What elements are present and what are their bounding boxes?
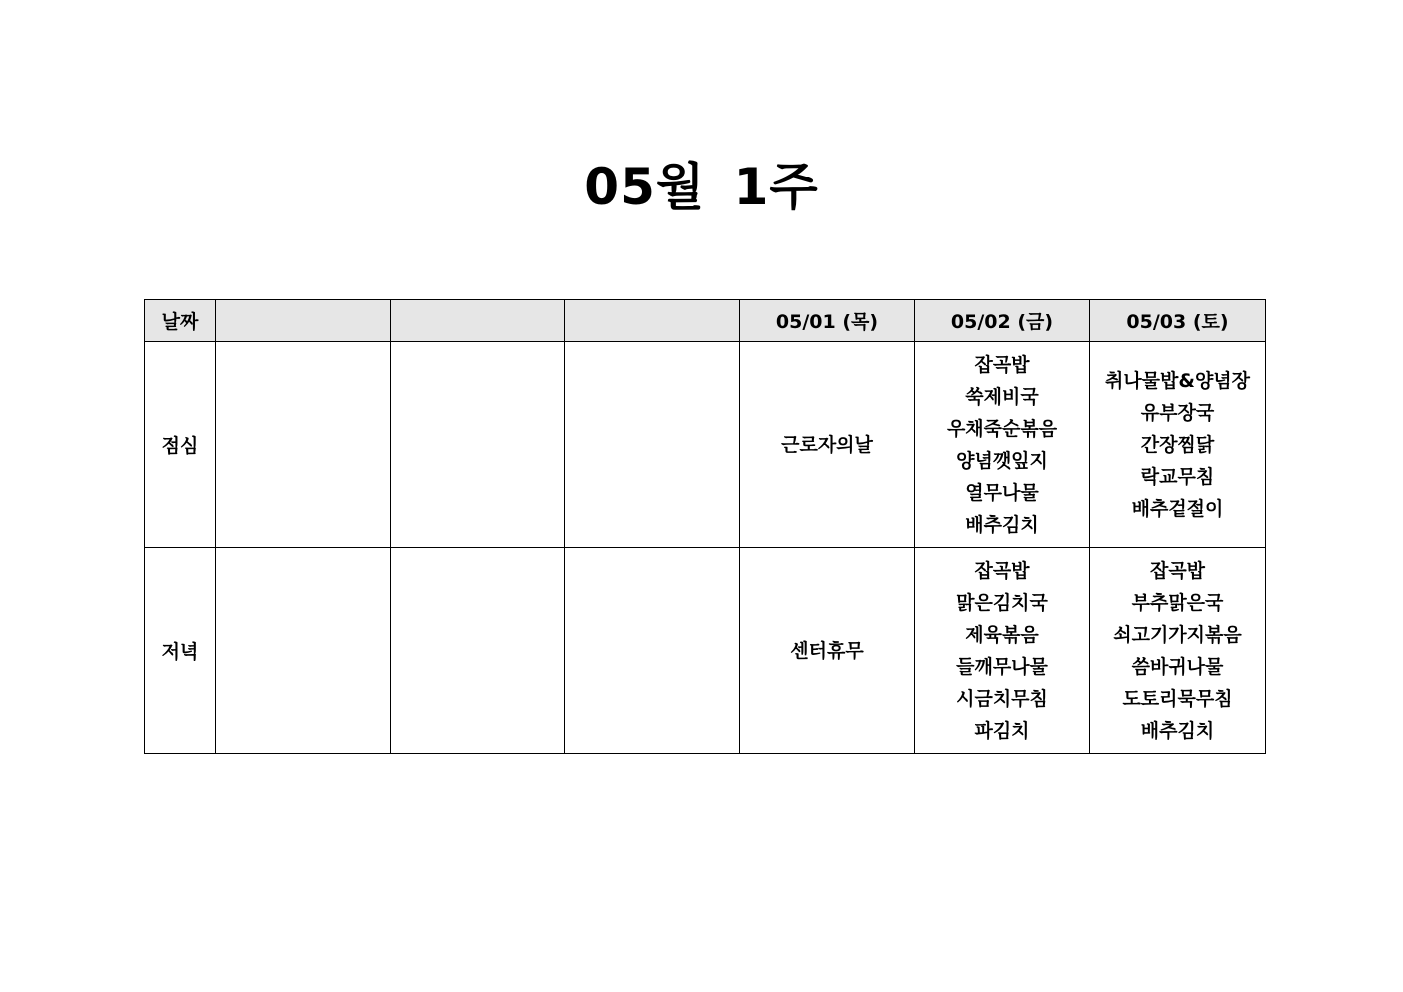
menu-item: 배추김치 [1140,719,1215,742]
menu-item: 열무나물 [965,481,1039,504]
dinner-row [145,548,1266,754]
menu-item: 근로자의날 [781,433,873,456]
menu-item: 락교무침 [1140,465,1215,488]
menu-cell [565,342,740,548]
day-header-2 [391,300,565,342]
menu-cell [740,548,915,754]
menu-cell [1090,342,1266,548]
menu-item: 간장찜닭 [1140,433,1215,456]
menu-item: 잡곡밥 [974,559,1030,582]
menu-item: 부추맑은국 [1131,591,1224,614]
menu-cell [216,342,391,548]
menu-item: 배추겉절이 [1131,497,1224,520]
menu-item: 쑥제비국 [965,385,1039,408]
menu-cell [391,548,565,754]
day-header-4: 05/01 (목) [740,300,915,342]
menu-item: 시금치무침 [956,687,1048,710]
menu-cell [565,548,740,754]
menu-item: 맑은김치국 [956,591,1048,614]
menu-cell [216,548,391,754]
menu-item: 우채죽순볶음 [946,417,1058,440]
menu-item: 양념깻잎지 [956,449,1048,472]
menu-item: 잡곡밥 [1149,559,1206,582]
menu-item: 쇠고기가지볶음 [1113,623,1242,646]
menu-item: 파김치 [974,719,1030,742]
header-row [145,300,1266,342]
menu-item: 유부장국 [1140,401,1215,424]
date-label-header: 날짜 [145,300,216,342]
menu-item: 센터휴무 [790,639,864,662]
dinner-row-label: 저녁 [145,548,216,754]
day-header-5: 05/02 (금) [915,300,1090,342]
menu-item: 들깨무나물 [956,655,1048,678]
page-title: 05월 1주 [584,158,819,216]
menu-item: 도토리묵무침 [1122,687,1233,710]
day-header-3 [565,300,740,342]
menu-item: 잡곡밥 [974,353,1030,376]
day-header-6: 05/03 (토) [1090,300,1266,342]
menu-cell [391,342,565,548]
day-header-1 [216,300,391,342]
menu-item: 배추김치 [965,513,1039,536]
lunch-row [145,342,1266,548]
menu-cell [915,548,1090,754]
menu-item: 제육볶음 [965,623,1039,646]
menu-item: 씀바귀나물 [1131,655,1224,678]
menu-cell [740,342,915,548]
meal-table [144,299,1266,754]
menu-cell [1090,548,1266,754]
lunch-row-label: 점심 [145,342,216,548]
menu-item: 취나물밥&양념장 [1104,369,1251,392]
menu-cell [915,342,1090,548]
